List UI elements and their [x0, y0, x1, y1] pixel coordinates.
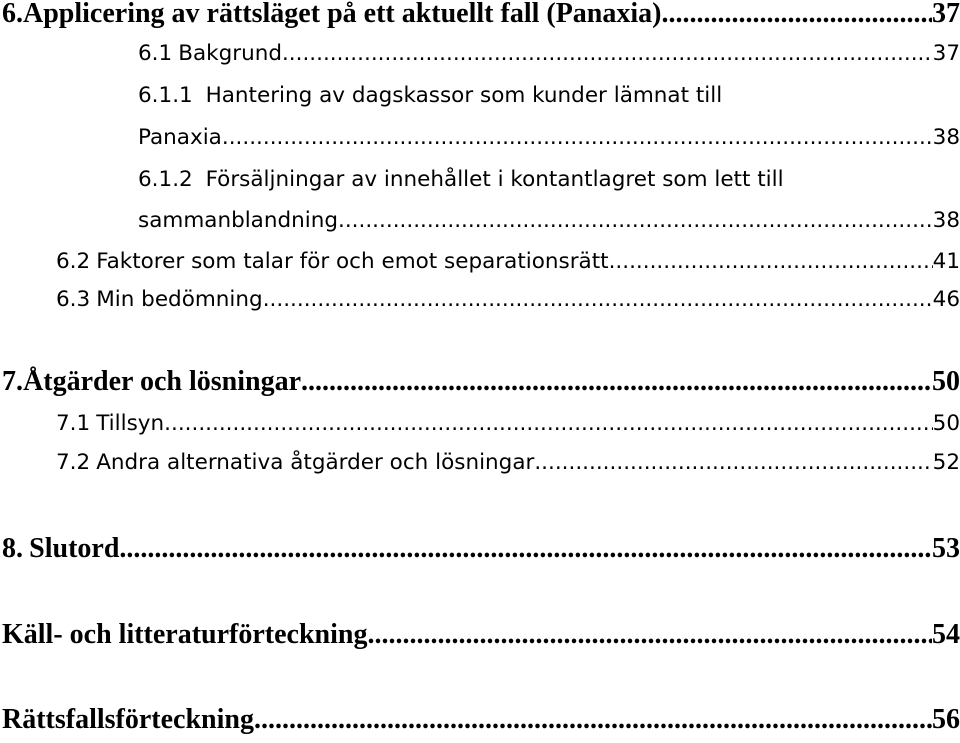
page-number: 56	[932, 704, 960, 735]
dot-leader	[534, 450, 932, 475]
dot-leader	[367, 619, 932, 651]
dot-leader	[119, 533, 932, 565]
section-title-continued: Panaxia	[138, 125, 222, 150]
section-title: Försäljningar av innehållet i kontantlagret som lett till	[205, 167, 784, 192]
chapter-title: Åtgärder och lösningar	[23, 366, 301, 397]
toc-entry-rattsfallsforteckning[interactable]	[2, 704, 960, 736]
chapter-title: Rättsfallsförteckning	[2, 704, 254, 735]
toc-entry-chapter-6[interactable]	[2, 0, 960, 30]
toc-entry-6-1[interactable]	[138, 41, 960, 66]
toc-entry-7-2[interactable]	[56, 450, 960, 475]
page-number: 54	[932, 619, 960, 650]
page-number: 52	[932, 450, 960, 475]
section-title: Bakgrund	[178, 41, 282, 66]
toc-entry-chapter-8[interactable]	[2, 533, 960, 565]
page-number: 37	[932, 0, 960, 29]
section-number: 6.1.1	[138, 83, 193, 108]
dot-leader	[254, 704, 932, 736]
section-number: 7.1	[56, 411, 91, 436]
section-number: 6.3	[56, 287, 91, 312]
page-number: 38	[932, 125, 960, 150]
dot-leader	[338, 208, 933, 233]
page-number: 38	[932, 208, 960, 233]
chapter-title: Slutord	[29, 533, 120, 564]
section-title-continued: sammanblandning	[138, 208, 339, 233]
page-number: 53	[932, 533, 960, 564]
section-title: Tillsyn	[96, 411, 165, 436]
section-title: Andra alternativa åtgärder och lösningar	[96, 450, 535, 475]
toc-entry-6-1-1-line2[interactable]	[138, 125, 960, 150]
dot-leader	[263, 287, 933, 312]
section-title: Hantering av dagskassor som kunder lämnat till	[205, 83, 723, 108]
chapter-number: 6.	[2, 0, 23, 29]
section-number: 7.2	[56, 450, 91, 475]
toc-entry-6-1-1-line1[interactable]	[138, 83, 722, 108]
page-number: 50	[932, 366, 960, 397]
section-title: Faktorer som talar för och emot separationsrätt	[96, 249, 609, 274]
toc-entry-7-1[interactable]	[56, 411, 960, 436]
chapter-number: 7.	[2, 366, 23, 397]
section-number: 6.2	[56, 249, 91, 274]
section-title: Min bedömning	[96, 287, 263, 312]
toc-entry-6-3[interactable]	[56, 287, 960, 312]
page-number: 41	[932, 249, 960, 274]
toc-entry-chapter-7[interactable]	[2, 366, 960, 398]
section-number: 6.1.2	[138, 167, 193, 192]
toc-entry-kallforteckning[interactable]	[2, 619, 960, 651]
dot-leader	[609, 249, 933, 274]
dot-leader	[282, 41, 933, 66]
toc-entry-6-1-2-line1[interactable]	[138, 167, 784, 192]
dot-leader	[222, 125, 933, 150]
dot-leader	[661, 0, 932, 30]
chapter-title: Käll- och litteraturförteckning	[2, 619, 368, 650]
chapter-title: Applicering av rättsläget på ett aktuellt fall (Panaxia)	[23, 0, 662, 29]
section-number: 6.1	[138, 41, 173, 66]
page-number: 50	[932, 411, 960, 436]
dot-leader	[301, 366, 932, 398]
dot-leader	[164, 411, 932, 436]
page-number: 46	[932, 287, 960, 312]
toc-entry-6-2[interactable]	[56, 249, 960, 274]
toc-entry-6-1-2-line2[interactable]	[138, 208, 960, 233]
page-number: 37	[932, 41, 960, 66]
chapter-number: 8.	[2, 533, 23, 564]
